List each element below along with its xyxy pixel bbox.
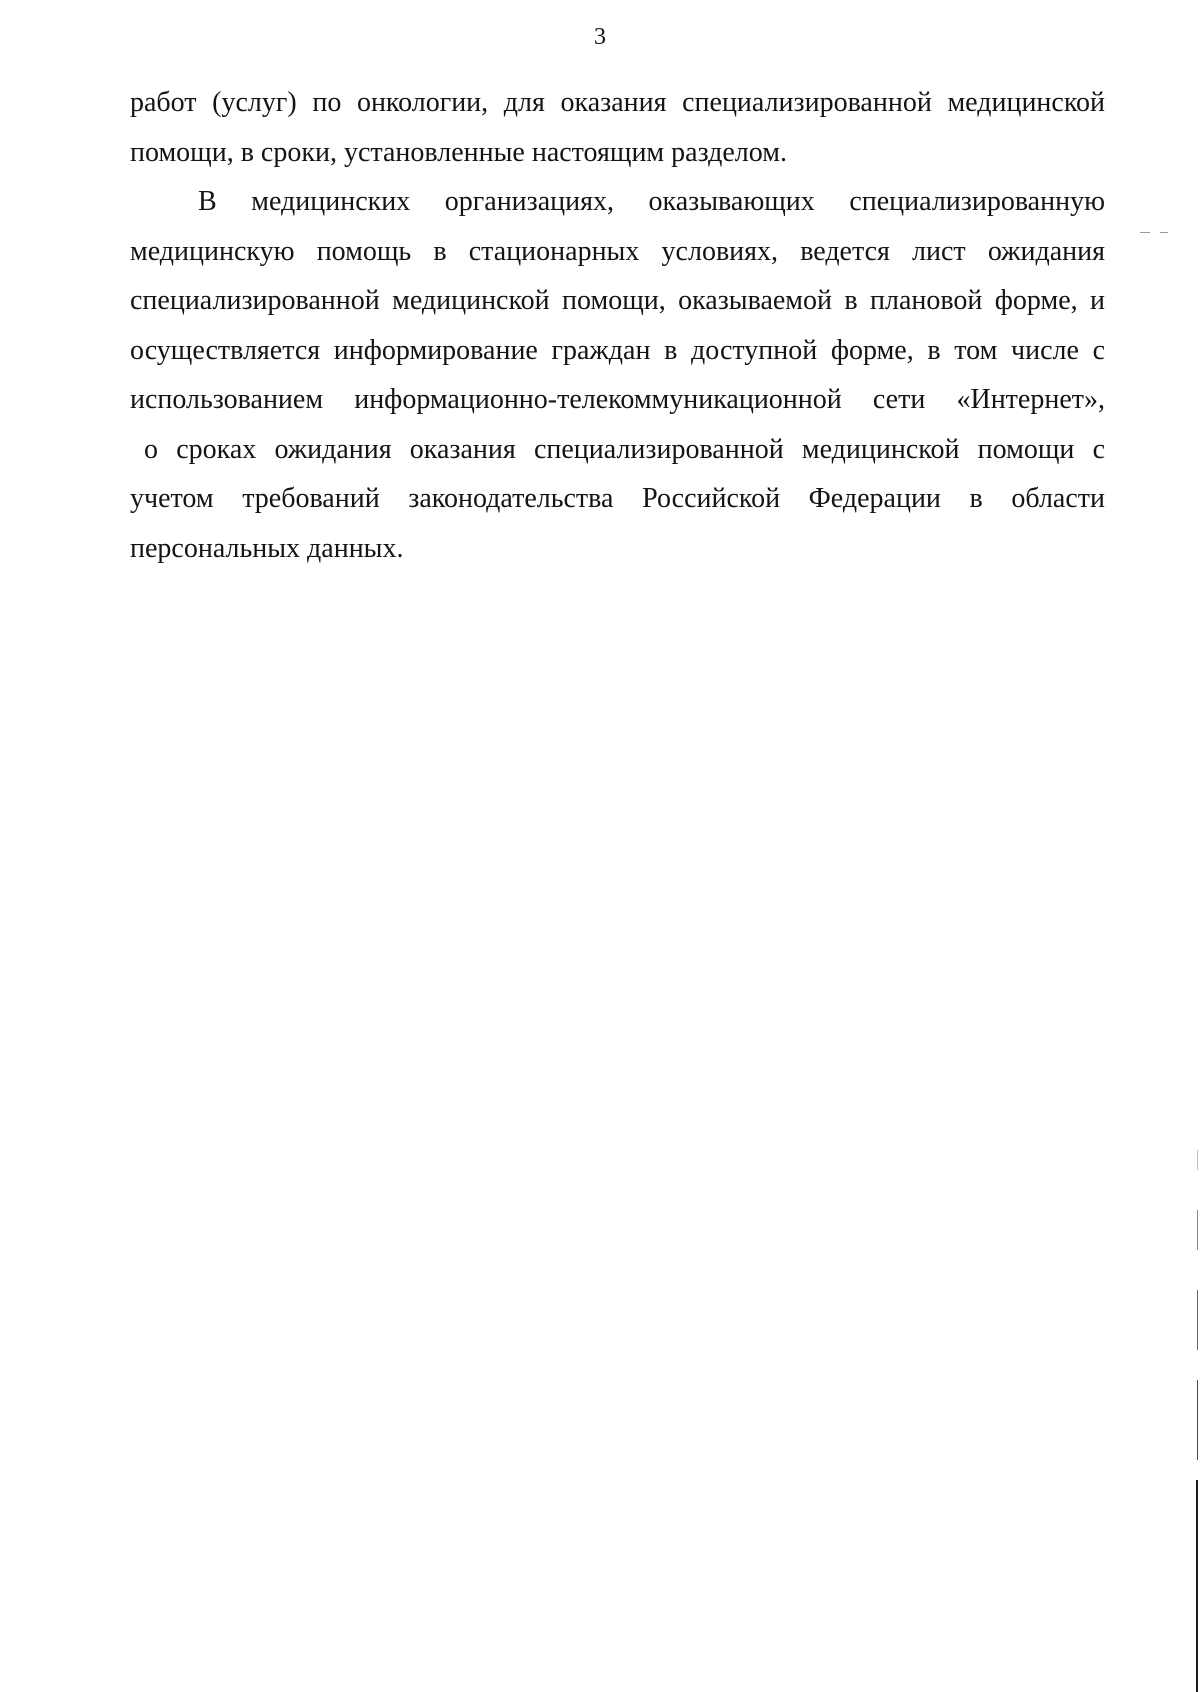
text-line: специализированной медицинской помощи, оказываемой в плановой форме, и xyxy=(130,285,1105,316)
document-body xyxy=(130,78,1105,573)
text-line: осуществляется информирование граждан в доступной форме, в том числе с xyxy=(130,334,1105,366)
scan-artifact xyxy=(1140,232,1150,233)
scan-artifact xyxy=(1160,232,1168,233)
scan-artifact xyxy=(1197,1380,1198,1460)
text-line: персональных данных. xyxy=(130,532,404,564)
scan-artifact xyxy=(1196,1480,1198,1692)
paragraph-waiting-list xyxy=(130,177,1105,573)
text-line: о сроках ожидания оказания специализированной медицинской помощи с xyxy=(144,433,1105,465)
text-line: помощи, в сроки, установленные настоящим разделом. xyxy=(130,136,787,168)
scan-artifact xyxy=(1197,1150,1198,1170)
text-line: использованием информационно-телекоммуникационной сети «Интернет», xyxy=(130,384,1105,415)
scan-artifact xyxy=(1197,1290,1198,1350)
text-line: учетом требований законодательства Российской Федерации в области xyxy=(130,483,1105,514)
page-number: 3 xyxy=(594,24,606,50)
text-line: В медицинских организациях, оказывающих специализированную xyxy=(198,186,1105,217)
paragraph-continuation xyxy=(130,78,1105,177)
text-line: работ (услуг) по онкологии, для оказания специализированной медицинской xyxy=(130,87,1105,118)
scan-artifact xyxy=(1197,1210,1198,1250)
text-line: медицинскую помощь в стационарных условиях, ведется лист ожидания xyxy=(130,235,1105,267)
